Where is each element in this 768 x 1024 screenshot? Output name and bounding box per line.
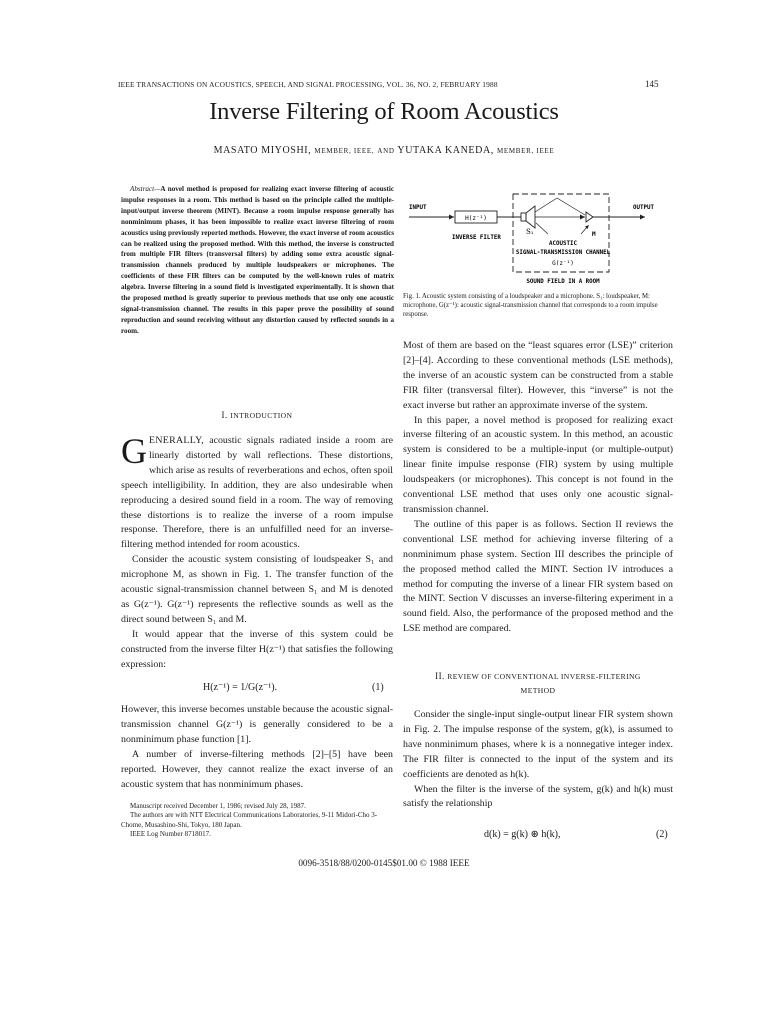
author-1-role: MEMBER, IEEE,	[314, 147, 375, 155]
right-column-body	[403, 339, 673, 637]
g-label: G(z⁻¹)	[552, 260, 574, 267]
author-2-name: YUTAKA KANEDA,	[397, 145, 494, 156]
equation-2-number: (2)	[656, 829, 668, 840]
author-1-name: MASATO MIYOSHI,	[213, 145, 312, 156]
intro-paragraph-3: It would appear that the inverse of this system could be constructed from the inverse filter H(z⁻¹) that satisfies the following expression:	[121, 628, 393, 670]
direct-sound-arrow-icon	[580, 215, 585, 220]
authors-and: AND	[377, 147, 395, 155]
section-2-number: II.	[435, 671, 445, 681]
sound-field-label: SOUND FIELD IN A ROOM	[526, 279, 600, 285]
drop-cap: G	[121, 431, 147, 471]
section-2-body	[403, 708, 673, 812]
right-paragraph-1: Most of them are based on the “least squares error (LSE)” criterion [2]–[4]. According to these conventional methods (LSE methods), the inverse of an acoustic system can be constructed from a stable FIR filter (transversal filter). However, this “inverse” is not the exact inverse but rather an approximate inverse of the system.	[403, 340, 673, 411]
output-arrow-icon	[640, 215, 645, 220]
figure-1	[405, 190, 654, 290]
m-label: M	[592, 231, 596, 238]
section-2-paragraph-2: When the filter is the inverse of the system, g(k) and h(k) must satisfy the relationship	[403, 783, 673, 810]
equation-2: d(k) = g(k) ⊛ h(k),	[484, 829, 561, 840]
running-head: IEEE TRANSACTIONS ON ACOUSTICS, SPEECH, AND SIGNAL PROCESSING, VOL. 36, NO. 2, FEBRUARY 1988	[118, 80, 498, 89]
footnote-received: Manuscript received December 1, 1986; revised July 28, 1987.	[130, 802, 306, 810]
intro-paragraph-1	[121, 431, 393, 553]
copyright-line: 0096-3518/88/0200-0145$01.00 © 1988 IEEE	[298, 858, 470, 868]
section-1-title: INTRODUCTION	[230, 411, 293, 420]
loudspeaker-body	[521, 213, 526, 221]
section-2-title-line-1: REVIEW OF CONVENTIONAL INVERSE-FILTERING	[447, 672, 641, 681]
microphone-icon	[586, 212, 593, 222]
intro-p1-text: acoustic signals radiated inside a room are linearly distorted by wall reflections. These distortions, which arise as results of reverberations and echos, often spoil speech intelligibility. In addition, they are also undesirable when reproducing a desired sound field in a room. The way of removing these distortions is to realize the inverse of a room impulse response. Therefore, there is an unfulfilled need for an inverse-filtering method intended for room acoustics.	[121, 435, 393, 551]
intro-paragraph-4: However, this inverse becomes unstable because the acoustic signal-transmission channel G(z⁻¹) is generally considered to be a nonminimum phase function [1].	[121, 704, 393, 745]
section-2-paragraph-1: Consider the single-input single-output linear FIR system shown in Fig. 2. The impulse response of the system, g(k), is assumed to have nonminimum phases, where k is a nonnegative integer index. The FIR filter is connected to the input of the system and its coefficients are denoted as h(k).	[403, 709, 673, 780]
section-1-number: I.	[221, 410, 228, 420]
footnote-log-number: IEEE Log Number 8718017.	[130, 830, 211, 839]
section-1-body-continued	[121, 703, 393, 792]
right-paragraph-2: In this paper, a novel method is proposed for realizing exact inverse filtering of an acoustic system. In this method, an acoustic system is considered to be a multiple-input (or multiple-output) linear finite impulse response (FIR) system by using multiple loudspeakers (or microphones). This concept is not found in the conventional LSE method that uses only one acoustic signal-transmission channel.	[403, 414, 673, 515]
intro-lead-word: ENERALLY,	[149, 435, 205, 446]
inverse-filter-label: INVERSE FILTER	[452, 235, 501, 241]
section-1-body	[121, 431, 393, 673]
footnote-affiliation: The authors are with NTT Electrical Communications Laboratories, 9-11 Midori-Cho 3-Chome, Musashino-Shi, Tokyo, 180 Japan.	[121, 811, 378, 829]
author-2-role: MEMBER, IEEE	[496, 147, 555, 155]
channel-label: SIGNAL-TRANSMISSION CHANNEL	[515, 250, 611, 256]
right-paragraph-3: The outline of this paper is as follows. Section II reviews the conventional LSE method for achieving inverse filtering of a nonminimum phase system. Section III describes the principle of the proposed method called the MINT. Section IV introduces a method for computing the inverse of a linear FIR system based on the MINT. Section V discusses an inverse-filtering experiment in a sound field. Also, the performance of the proposed method and the LSE method are compared.	[403, 518, 673, 635]
loudspeaker-cone-icon	[526, 206, 535, 228]
page-number: 145	[645, 79, 659, 89]
acoustic-label: ACOUSTIC	[549, 241, 577, 247]
equation-1: H(z⁻¹) = 1/G(z⁻¹).	[203, 682, 278, 693]
filter-label: H(z⁻¹)	[465, 215, 487, 222]
intro-paragraph-2: Consider the acoustic system consisting of loudspeaker S₁ and microphone M, as shown in Fig. 1. The transfer function of the acoustic signal-transmission channel between S₁ and M is denoted as G(z⁻¹). G(z⁻¹) represents the reflective sounds as well as the direct sound between S₁ and M.	[121, 554, 393, 625]
footnote	[121, 802, 393, 840]
figure-1-caption: Fig. 1. Acoustic system consisting of a loudspeaker and a microphone. S₁: loudspeaker, M: microphone, G(z⁻¹): acoustic signal-transmission channel that corresponds to a room impulse response.	[403, 293, 658, 319]
intro-paragraph-5: A number of inverse-filtering methods [2]–[5] have been reported. However, they cannot realize the exact inverse of an acoustic system that has nonminimum phases.	[121, 748, 393, 790]
abstract-lead: Abstract—	[130, 185, 161, 193]
section-2-title-line-2: METHOD	[520, 686, 556, 695]
paper-title: Inverse Filtering of Room Acoustics	[209, 98, 559, 125]
input-arrow-icon	[449, 215, 454, 220]
section-2-heading	[403, 669, 673, 698]
section-1-heading	[121, 410, 393, 420]
section-2-heading-line-1	[403, 669, 673, 684]
reflection-path-low	[536, 223, 548, 234]
figure-1-diagram	[405, 190, 654, 290]
abstract	[121, 184, 394, 337]
input-label: INPUT	[409, 205, 427, 211]
equation-1-number: (1)	[372, 682, 384, 693]
abstract-text: A novel method is proposed for realizing exact inverse filtering of acoustic impulse responses in a room. This method is based on the principle called the multiple-input/output inverse theorem (MINT). Because a room impulse response generally has nonminimum phases, it has been impossible to realize exact inverse filtering of room acoustics using previously reported methods. However, the exact inverse of room acoustics can be realized using the proposed method. With this method, the inverse is constructed from multiple FIR filters (transversal filters) by adding some extra acoustic signal-transmission channels produced by multiple loudspeakers or microphones. The coefficients of these FIR filters can be computed by the well-known rules of matrix algebra. Inverse filtering in a sound field is investigated experimentally. It is shown that the proposed method is greatly superior to previous methods that use only one acoustic signal-transmission channel. The results in this paper prove the possibility of sound reproduction and sound receiving without any distortion caused by reflected sounds in a room.	[121, 185, 394, 335]
s1-label: S₁	[526, 228, 534, 236]
output-label: OUTPUT	[633, 205, 654, 211]
authors-line	[0, 145, 768, 156]
reflection-path-top	[535, 198, 585, 215]
